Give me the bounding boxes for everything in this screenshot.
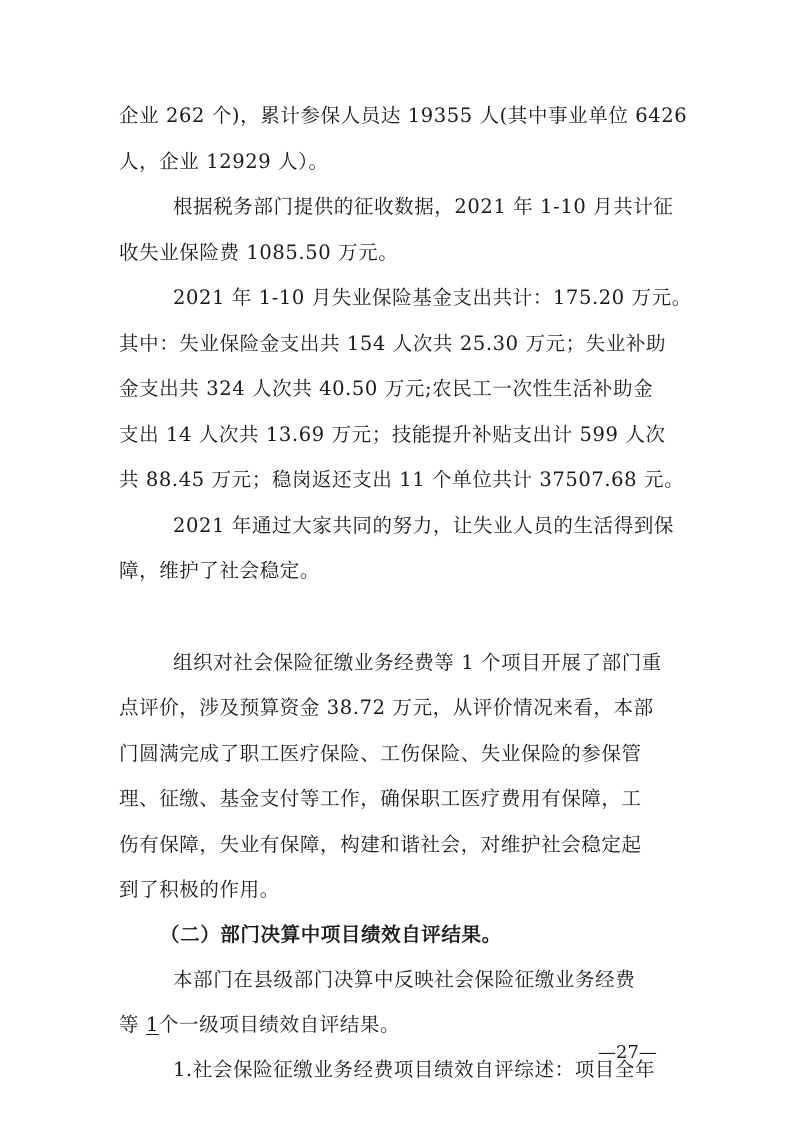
paragraph-4-line-1: 2021 年通过大家共同的努力，让失业人员的生活得到保 (173, 514, 675, 537)
paragraph-3-line-2: 其中：失业保险金支出共 154 人次共 25.30 万元；失业补助 (119, 332, 667, 355)
paragraph-5-line-5: 伤有保障，失业有保障，构建和谐社会，对维护社会稳定起 (119, 833, 642, 856)
page-number: —27— (598, 1042, 657, 1063)
paragraph-1-line-2: 人，企业 12929 人）。 (119, 150, 329, 173)
paragraph-2-line-1: 根据税务部门提供的征收数据，2021 年 1-10 月共计征 (173, 195, 674, 218)
paragraph-3-line-5: 共 88.45 万元；稳岗返还支出 11 个单位共计 37507.68 元。 (119, 468, 685, 491)
project-count-underlined: 1 (145, 1013, 159, 1036)
paragraph-6-line-2-suffix: 个一级项目绩效自评结果。 (158, 1013, 401, 1036)
paragraph-5-line-4: 理、征缴、基金支付等工作，确保职工医疗费用有保障，工 (119, 787, 642, 810)
paragraph-6-line-2-prefix: 等 (119, 1013, 146, 1036)
paragraph-5-line-3: 门圆满完成了职工医疗保险、工伤保险、失业保险的参保管 (119, 742, 642, 765)
paragraph-3-line-3: 金支出共 324 人次共 40.50 万元;农民工一次性生活补助金 (119, 377, 654, 400)
section-heading: （二）部门决算中项目绩效自评结果。 (160, 923, 502, 946)
paragraph-1-line-1: 企业 262 个)，累计参保人员达 19355 人(其中事业单位 6426 (119, 104, 688, 127)
paragraph-3-line-4: 支出 14 人次共 13.69 万元；技能提升补贴支出计 599 人次 (119, 423, 666, 446)
paragraph-2-line-2: 收失业保险费 1085.50 万元。 (119, 241, 399, 264)
paragraph-4-line-2: 障，维护了社会稳定。 (119, 559, 321, 582)
paragraph-6-line-2 (119, 1012, 400, 1038)
paragraph-7-line-1: 1.社会保险征缴业务经费项目绩效自评综述：项目全年 (173, 1058, 656, 1081)
paragraph-5-line-1: 组织对社会保险征缴业务经费等 1 个项目开展了部门重 (173, 651, 662, 674)
paragraph-5-line-2: 点评价，涉及预算资金 38.72 万元，从评价情况来看，本部 (119, 696, 654, 719)
paragraph-5-line-6: 到了积极的作用。 (119, 878, 280, 901)
paragraph-3-line-1: 2021 年 1-10 月失业保险基金支出共计：175.20 万元。 (173, 286, 692, 309)
paragraph-6-line-1: 本部门在县级部门决算中反映社会保险征缴业务经费 (173, 968, 636, 991)
